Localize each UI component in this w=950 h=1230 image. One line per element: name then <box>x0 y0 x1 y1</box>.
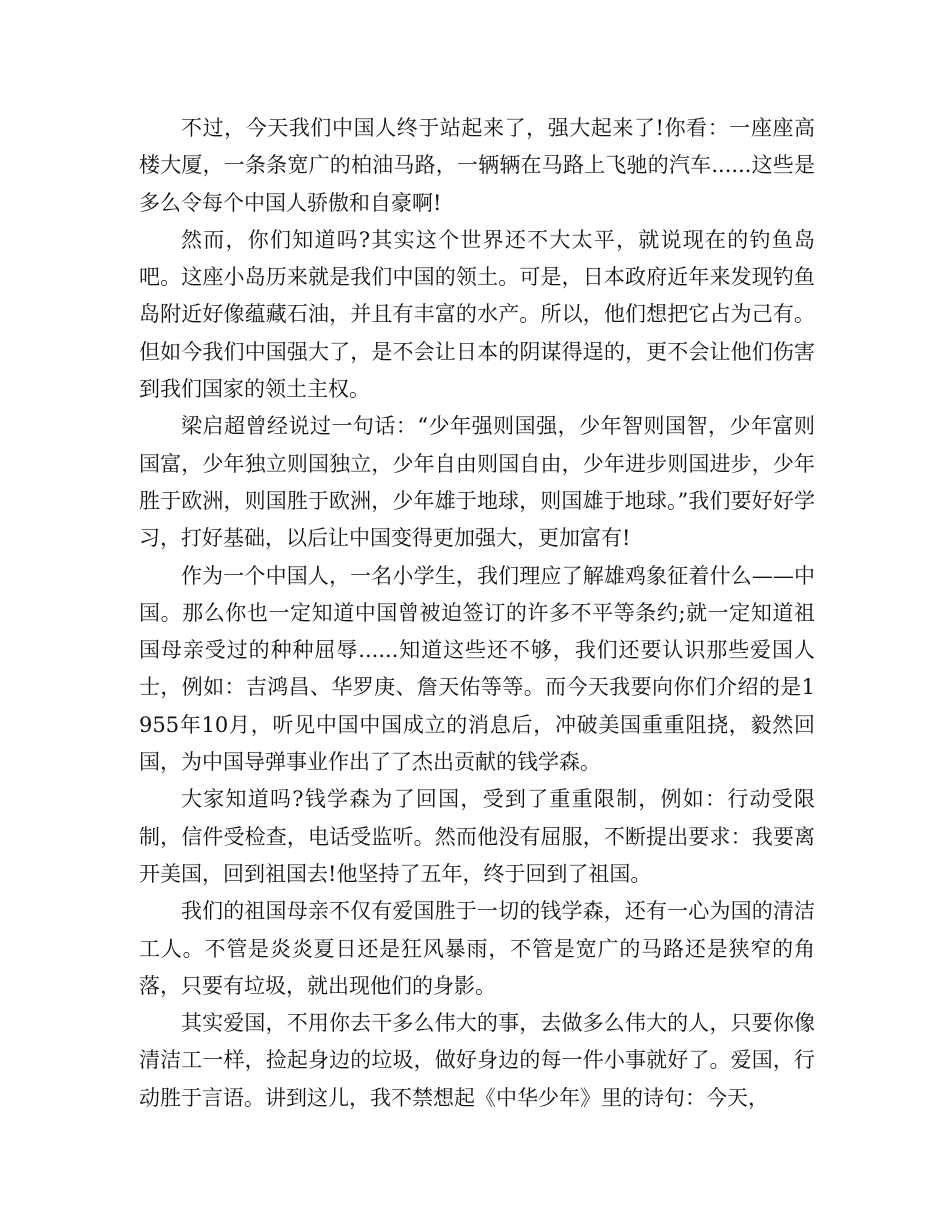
paragraph-6: 我们的祖国母亲不仅有爱国胜于一切的钱学森，还有一心为国的清洁工人。不管是炎炎夏日还是狂风暴雨，不管是宽广的马路还是狭窄的角落，只要有垃圾，就出现他们的身影。 <box>139 899 815 998</box>
document-page <box>139 110 815 1117</box>
paragraph-4: 作为一个中国人，一名小学生，我们理应了解雄鸡象征着什么——中国。那么你也一定知道中国曾被迫签订的许多不平等条约;就一定知道祖国母亲受过的种种屈辱......知道这些还不够，我们还要认识那些爱国人士，例如：吉鸿昌、华罗庚、詹天佑等等。而今天我要向你们介绍的是1955年10月，听见中国中国成立的消息后，冲破美国重重阻挠，毅然回国，为中国导弹事业作出了了杰出贡献的钱学森。 <box>139 563 815 775</box>
paragraph-3: 梁启超曾经说过一句话：“少年强则国强，少年智则国智，少年富则国富，少年独立则国独立，少年自由则国自由，少年进步则国进步，少年胜于欧洲，则国胜于欧洲，少年雄于地球，则国雄于地球。”我们要好好学习，打好基础，以后让中国变得更加强大，更加富有! <box>139 414 815 551</box>
paragraph-5: 大家知道吗?钱学森为了回国，受到了重重限制，例如：行动受限制，信件受检查，电话受监听。然而他没有屈服，不断提出要求：我要离开美国，回到祖国去!他坚持了五年，终于回到了祖国。 <box>139 787 815 886</box>
paragraph-1: 不过，今天我们中国人终于站起来了，强大起来了!你看：一座座高楼大厦，一条条宽广的柏油马路，一辆辆在马路上飞驰的汽车......这些是多么令每个中国人骄傲和自豪啊! <box>139 116 815 215</box>
paragraph-7: 其实爱国，不用你去干多么伟大的事，去做多么伟大的人，只要你像清洁工一样，捡起身边的垃圾，做好身边的每一件小事就好了。爱国，行动胜于言语。讲到这儿，我不禁想起《中华少年》里的诗句：今天， <box>139 1011 815 1110</box>
paragraph-2: 然而，你们知道吗?其实这个世界还不大太平，就说现在的钓鱼岛吧。这座小岛历来就是我们中国的领土。可是，日本政府近年来发现钓鱼岛附近好像蕴藏石油，并且有丰富的水产。所以，他们想把它占为己有。但如今我们中国强大了，是不会让日本的阴谋得逞的，更不会让他们伤害到我们国家的领土主权。 <box>139 227 815 402</box>
